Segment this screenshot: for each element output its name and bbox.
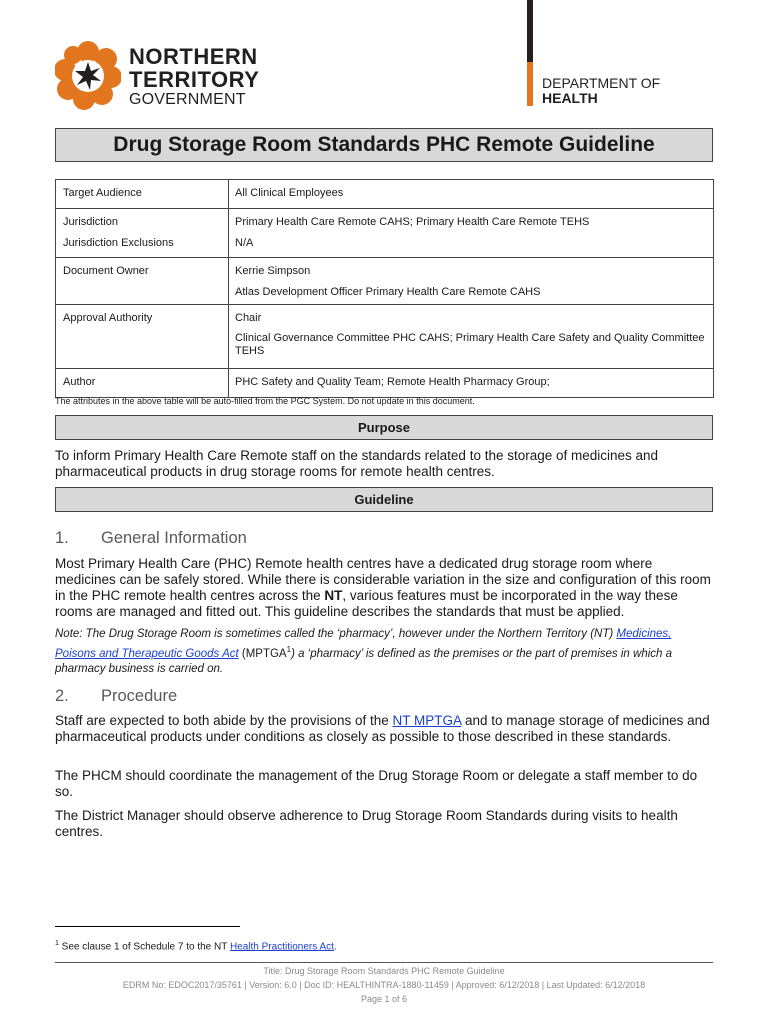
section-2-paragraph-2: The PHCM should coordinate the management of the Drug Storage Room or delegate a staff member to do so. — [55, 768, 698, 799]
purpose-heading: Purpose — [55, 415, 713, 440]
section-2-number: 2. — [55, 687, 69, 705]
dept-line-2: HEALTH — [542, 90, 598, 106]
footnote: $^1$ See clause 1 of Schedule 7 to the NT Health Practitioners Act. — [55, 940, 337, 953]
section-1-title: General Information — [101, 529, 247, 547]
document-title: Drug Storage Room Standards PHC Remote Guideline — [55, 128, 713, 162]
purpose-text: To inform Primary Health Care Remote staff on the standards related to the storage of medicines and pharmaceutical products in drug storage rooms for remote health centres. — [55, 448, 659, 479]
document-owner-role: Atlas Development Officer Primary Health Care Remote CAHS — [235, 286, 541, 298]
section-2-paragraph-1: Staff are expected to both abide by the provisions of the NT MPTGA and to manage storage of medicines and pharmaceutical products under conditions as closely as possible to those described in these standards. — [55, 713, 710, 744]
footer-doc-info: EDRM No: EDOC2017/35761 | Version: 6.0 | Doc ID: HEALTHINTRA-1880-11459 | Approved: 6/12/2018 | Last Updated: 6/12/2018 — [122, 980, 646, 990]
author-label: Author — [56, 369, 229, 398]
table-row — [56, 305, 714, 369]
logo-government: GOVERNMENT — [129, 91, 246, 108]
dept-divider-accent — [527, 62, 533, 106]
footnote-separator — [55, 926, 240, 927]
document-owner-label: Document Owner — [56, 258, 229, 305]
document-owner-name: Kerrie Simpson — [235, 265, 311, 277]
jurisdiction-label: Jurisdiction — [63, 216, 119, 228]
approval-authority-body: Clinical Governance Committee PHC CAHS; Primary Health Care Safety and Quality Committee TEHS — [235, 332, 705, 357]
author-value: PHC Safety and Quality Team; Remote Health Pharmacy Group; — [229, 369, 714, 398]
health-practitioners-act-link[interactable]: Health Practitioners Act — [229, 941, 334, 953]
document-owner-value — [229, 258, 714, 305]
jurisdiction-values — [229, 209, 714, 258]
table-row — [56, 258, 714, 305]
section-1-heading — [55, 529, 247, 548]
guideline-heading: Guideline — [55, 487, 713, 512]
section-2-heading — [55, 687, 177, 706]
jurisdiction-exclusions-label: Jurisdiction Exclusions — [63, 237, 174, 249]
jurisdiction-exclusions-value: N/A — [235, 237, 254, 249]
jurisdiction-labels — [56, 209, 229, 258]
table-row — [56, 369, 714, 398]
target-audience-label: Target Audience — [56, 180, 229, 209]
approval-authority-value — [229, 305, 714, 369]
nt-government-logo — [55, 38, 260, 110]
section-2-title: Procedure — [101, 687, 178, 705]
department-of-health-logo — [542, 76, 660, 106]
attributes-note: The attributes in the above table will be auto-filled from the PGC System. Do not update in this document. — [55, 396, 475, 406]
footnote-ref[interactable]: 1 — [286, 645, 292, 654]
footer-title: Title: Drug Storage Room Standards PHC Remote Guideline — [263, 966, 505, 976]
nt-flower-emblem-icon — [55, 40, 121, 110]
approval-authority-role: Chair — [235, 312, 262, 324]
attributes-table — [55, 179, 714, 398]
target-audience-value: All Clinical Employees — [229, 180, 714, 209]
nt-mptga-link[interactable]: NT MPTGA — [392, 713, 462, 728]
table-row — [56, 180, 714, 209]
table-row — [56, 209, 714, 258]
section-1-paragraph: Most Primary Health Care (PHC) Remote health centres have a dedicated drug storage room where medicines can be safely stored. While there is considerable variation in the size and configuration of this room in the PHC remote health centres across the NT, various features must be incorporated in the way these rooms are managed and fitted out. This guideline describes the standards that must be applied. — [55, 556, 711, 619]
section-1-note: Note: The Drug Storage Room is sometimes called the ‘pharmacy’, however under the Northern Territory (NT) Medicines, Poisons and Therapeutic Goods Act (MPTGA$^1$) a ‘pharmacy’ is defined as the premises or the part of premises in which a pharmacy business is carried on. — [55, 628, 673, 675]
approval-authority-label: Approval Authority — [56, 305, 229, 369]
logo-territory: TERRITORY — [129, 67, 260, 92]
footer-page-number: Page 1 of 6 — [360, 994, 408, 1004]
section-1-number: 1. — [55, 529, 69, 547]
footer-separator — [55, 962, 713, 963]
jurisdiction-value: Primary Health Care Remote CAHS; Primary Health Care Remote TEHS — [235, 216, 590, 228]
section-2-paragraph-3: The District Manager should observe adherence to Drug Storage Room Standards during visits to health centres. — [55, 808, 678, 839]
dept-line-1: DEPARTMENT OF — [542, 75, 661, 91]
mptga-act-link[interactable]: Medicines, Poisons and Therapeutic Goods Act — [55, 628, 672, 660]
logo-northern: NORTHERN — [129, 44, 258, 69]
nt-abbrev: NT — [324, 588, 343, 603]
